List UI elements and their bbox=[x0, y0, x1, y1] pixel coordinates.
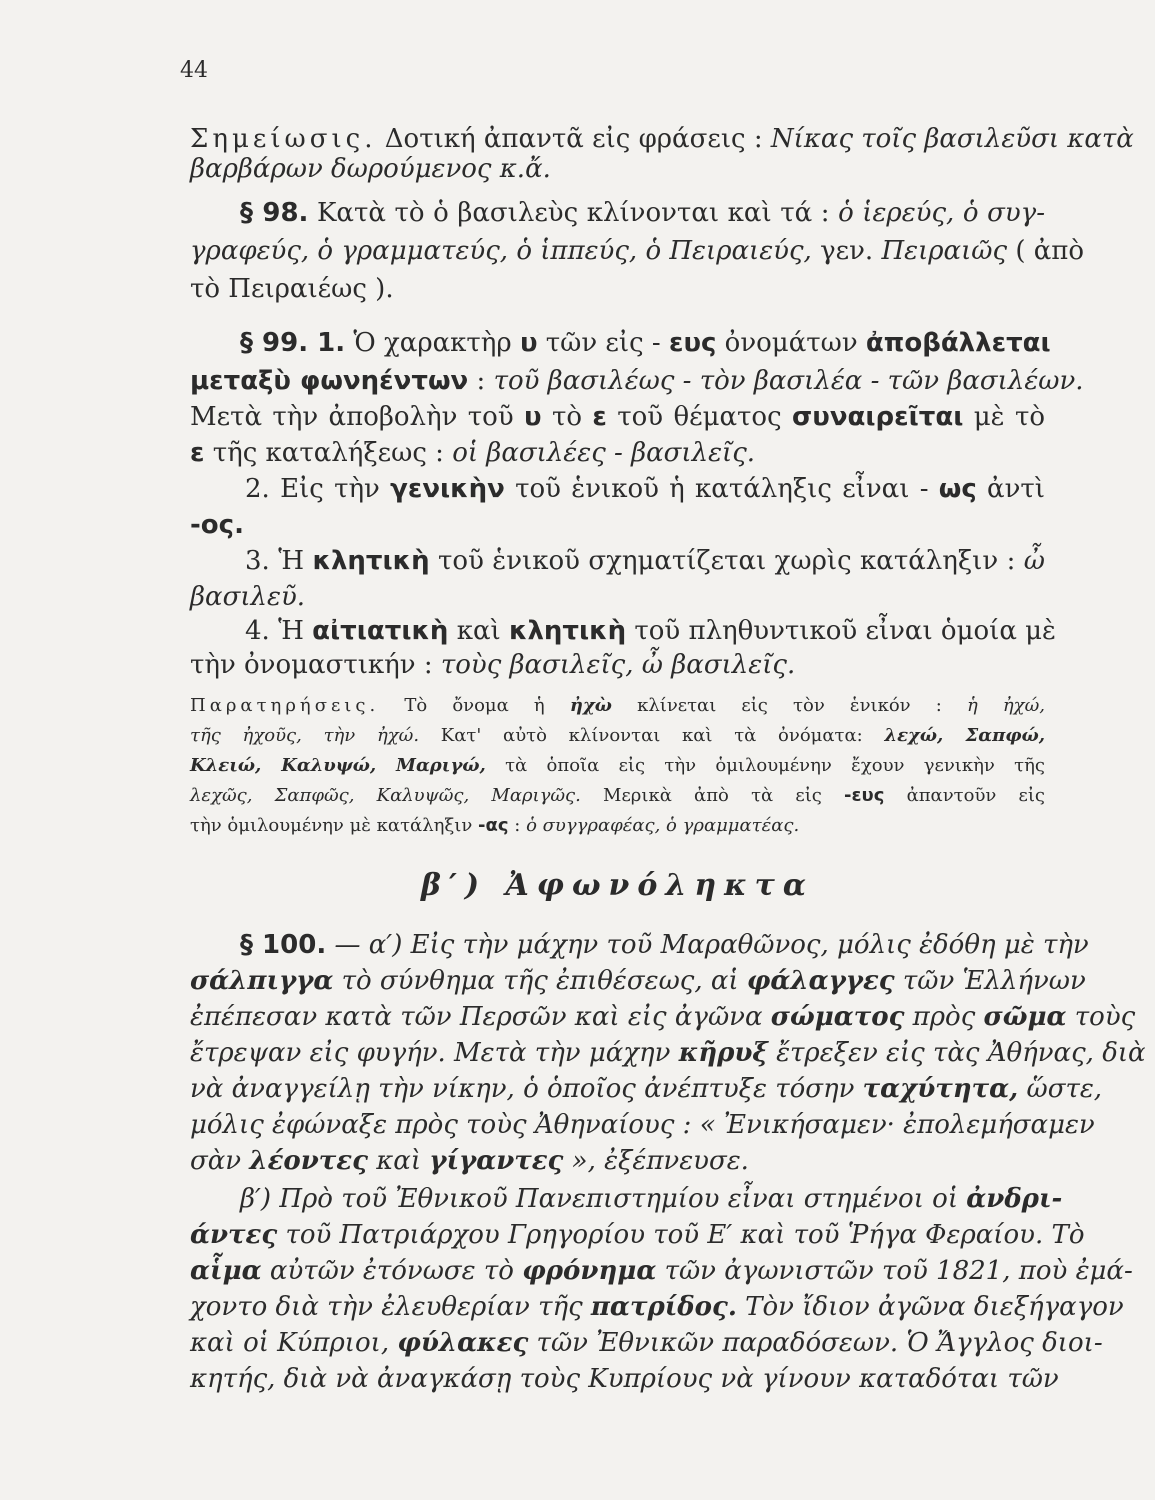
text-span: καὶ bbox=[448, 616, 509, 646]
text-span: τῶν ἀγωνιστῶν τοῦ 1821, ποὺ ἐμά- bbox=[656, 1256, 1133, 1286]
text-line bbox=[190, 964, 1086, 998]
text-span: καὶ bbox=[367, 1146, 430, 1176]
text-span: Μερικὰ ἀπὸ τὰ εἰς bbox=[580, 785, 845, 806]
text-line bbox=[190, 508, 1045, 542]
bold-term: υ bbox=[519, 328, 538, 358]
text-span: ὥστε, bbox=[1018, 1074, 1103, 1104]
section-number: § 99. 1. bbox=[240, 328, 346, 358]
text-line bbox=[190, 472, 1045, 506]
bold-term: -ος. bbox=[190, 510, 244, 540]
example-text: ὁ συγγραφέας, ὁ γραμματέας. bbox=[526, 815, 800, 836]
bold-term: -ας bbox=[478, 815, 509, 836]
bold-term: -ευς bbox=[844, 785, 885, 806]
text-line bbox=[190, 1362, 1059, 1396]
bold-term: πατρίδος. bbox=[590, 1292, 737, 1322]
text-span: μόλις ἐφώναξε πρὸς τοὺς Ἀθηναίους : « Ἐνικήσαμεν· ἐπολεμήσαμεν bbox=[190, 1110, 1095, 1140]
text-line bbox=[190, 614, 1056, 648]
bold-term: ἀνδρι- bbox=[966, 1184, 1063, 1214]
bold-term: συναιρεῖται bbox=[792, 402, 964, 432]
text-span: β′) Πρὸ τοῦ Ἐθνικοῦ Πανεπιστημίου εἶναι στημένοι οἱ bbox=[240, 1184, 967, 1214]
example-text: τῆς ἠχοῦς, τὴν ἠχώ. bbox=[190, 725, 420, 746]
text-span: : bbox=[468, 366, 494, 396]
bold-term: Κλειώ, Καλυψώ, Μαριγώ, bbox=[190, 755, 486, 776]
text-line bbox=[190, 196, 1045, 230]
text-line bbox=[190, 722, 1045, 750]
example-text: τοῦ βασιλέως - τὸν βασιλέα - τῶν βασιλέων. bbox=[493, 366, 1084, 396]
text-line bbox=[190, 234, 1085, 268]
text-line bbox=[190, 580, 1045, 614]
text-span: τοῦ ἑνικοῦ ἡ κατάληξις εἶναι - bbox=[504, 474, 939, 504]
text-span: 4. Ἡ bbox=[245, 616, 313, 646]
text-span: Κατὰ τὸ ὁ βασιλεὺς κλίνονται καὶ τά : bbox=[308, 198, 839, 228]
text-span: τῆς καταλήξεως : bbox=[204, 438, 453, 468]
text-span: τὸ bbox=[541, 402, 593, 432]
text-span: ( ἀπὸ bbox=[1007, 236, 1085, 266]
text-line bbox=[190, 1218, 1085, 1252]
example-text: βασιλεῦ. bbox=[190, 582, 306, 612]
text-span: τοῦ πληθυντικοῦ εἶναι ὁμοία μὲ bbox=[626, 616, 1056, 646]
text-span: », ἐξέπνευσε. bbox=[563, 1146, 749, 1176]
text-span: γεν. bbox=[811, 236, 882, 266]
example-text: ὦ bbox=[1023, 546, 1045, 576]
bold-term: σώματος bbox=[770, 1002, 905, 1032]
text-span: μὲ τὸ bbox=[963, 402, 1045, 432]
example-text: Πειραιῶς bbox=[881, 236, 1008, 266]
text-span: Τὸ ὄνομα ἡ bbox=[379, 695, 570, 716]
text-span: σὰν bbox=[190, 1146, 250, 1176]
text-span: τοῦ ἑνικοῦ σχηματίζεται χωρὶς κατάληξιν : bbox=[429, 546, 1024, 576]
bold-term: φρόνημα bbox=[522, 1256, 657, 1286]
bold-term: φάλαγγες bbox=[746, 966, 895, 996]
text-span: τὰ ὁποῖα εἰς τὴν ὁμιλουμένην ἔχουν γενικὴν τῆς bbox=[485, 755, 1045, 776]
text-span: κητής, διὰ νὰ ἀναγκάσῃ τοὺς Κυπρίους νὰ γίνουν καταδόται τῶν bbox=[190, 1364, 1059, 1394]
text-span: τὸ σύνθημα τῆς ἐπιθέσεως, αἱ bbox=[333, 966, 747, 996]
example-text: γραφεύς, ὁ γραμματεύς, ὁ ἱππεύς, ὁ Πειραιεύς, bbox=[190, 236, 812, 266]
bold-term: ἠχὼ bbox=[569, 695, 612, 716]
text-line bbox=[190, 326, 1051, 360]
text-line bbox=[190, 1326, 1103, 1360]
text-line bbox=[190, 782, 1045, 810]
text-line bbox=[190, 1182, 1063, 1216]
bold-term: μεταξὺ φωνηέντων bbox=[190, 366, 469, 396]
text-line bbox=[190, 1000, 1136, 1034]
text-line bbox=[190, 752, 1045, 780]
text-span: τοῦ θέματος bbox=[606, 402, 793, 432]
text-span: Ὁ χαρακτὴρ bbox=[345, 328, 520, 358]
example-text: τοὺς βασιλεῖς, ὦ βασιλεῖς. bbox=[440, 650, 796, 680]
text-span: ἔτρεξεν εἰς τὰς Ἀθήνας, διὰ bbox=[767, 1038, 1146, 1068]
text-span: Μετὰ τὴν ἀποβολὴν τοῦ bbox=[190, 402, 525, 432]
bold-term: γενικὴν bbox=[390, 474, 505, 504]
bold-term: κλητικὴ bbox=[312, 546, 430, 576]
bold-term: κῆρυξ bbox=[678, 1038, 768, 1068]
bold-term: λεχώ, Σαπφώ, bbox=[884, 725, 1045, 746]
text-span: τῶν εἰς - bbox=[537, 328, 669, 358]
note-label: Παρατηρήσεις. bbox=[190, 695, 380, 716]
example-text: ἡ ἠχώ, bbox=[966, 695, 1045, 716]
text-span: Κατ' αὐτὸ κλίνονται καὶ τὰ ὀνόματα: bbox=[419, 725, 885, 746]
text-line bbox=[190, 152, 1045, 186]
bold-term: ε bbox=[592, 402, 607, 432]
bold-term: ευς bbox=[668, 328, 717, 358]
text-span: νὰ ἀναγγείλῃ τὴν νίκην, ὁ ὁποῖος ἀνέπτυξε τόσην bbox=[190, 1074, 863, 1104]
bold-term: λέοντες bbox=[249, 1146, 368, 1176]
example-text: Νίκας τοῖς βασιλεῦσι κατὰ bbox=[770, 124, 1134, 154]
text-line bbox=[190, 122, 1134, 156]
text-span: τῶν Ἐθνικῶν παραδόσεων. Ὁ Ἄγγλος διοι- bbox=[528, 1328, 1103, 1358]
bold-term: ἀποβάλλεται bbox=[865, 328, 1051, 358]
text-line bbox=[190, 544, 1045, 578]
bold-term: ε bbox=[190, 438, 205, 468]
bold-term: γίγαντες bbox=[429, 1146, 564, 1176]
bold-term: άντες bbox=[190, 1220, 278, 1250]
text-span: Δοτική ἀπαντᾶ εἰς φράσεις : bbox=[376, 124, 771, 154]
text-span: τὴν ὀνομαστικήν : bbox=[190, 650, 441, 680]
text-span: ἐπέπεσαν κατὰ τῶν Περσῶν καὶ εἰς ἀγῶνα bbox=[190, 1002, 771, 1032]
text-span: τὸ Πειραιέως ). bbox=[190, 274, 394, 304]
text-line bbox=[190, 1036, 1146, 1070]
bold-term: ως bbox=[938, 474, 977, 504]
text-line bbox=[190, 812, 1045, 840]
bold-term: φύλακες bbox=[397, 1328, 529, 1358]
text-span: 2. Εἰς τὴν bbox=[245, 474, 391, 504]
text-span: : bbox=[508, 815, 527, 836]
text-span: ἔτρεψαν εἰς φυγήν. Μετὰ τὴν μάχην bbox=[190, 1038, 679, 1068]
section-heading: β′) Ἀφωνόληκτα bbox=[421, 868, 814, 903]
text-span: καὶ οἱ Κύπριοι, bbox=[190, 1328, 398, 1358]
text-line bbox=[190, 436, 1045, 470]
text-span: τὴν ὁμιλουμένην μὲ κατάληξιν bbox=[190, 815, 479, 836]
text-span: Τὸν ἴδιον ἀγῶνα διεξήγαγον bbox=[736, 1292, 1124, 1322]
bold-term: ταχύτητα, bbox=[862, 1074, 1019, 1104]
text-span: πρὸς bbox=[904, 1002, 984, 1032]
section-number: § 98. bbox=[240, 198, 309, 228]
text-span: χοντο διὰ τὴν ἐλευθερίαν τῆς bbox=[190, 1292, 591, 1322]
text-span: τῶν Ἑλλήνων bbox=[894, 966, 1086, 996]
text-line bbox=[190, 1254, 1133, 1288]
text-span: ἀπαντοῦν εἰς bbox=[884, 785, 1045, 806]
bold-term: σῶμα bbox=[983, 1002, 1067, 1032]
text-line bbox=[190, 1108, 1095, 1142]
example-text: βαρβάρων δωρούμενος κ.ἄ. bbox=[190, 154, 551, 184]
text-span: ἀντὶ bbox=[976, 474, 1045, 504]
text-line bbox=[190, 364, 1084, 398]
text-line bbox=[190, 1290, 1124, 1324]
bold-term: αἰτιατικὴ bbox=[312, 616, 449, 646]
text-span: κλίνεται εἰς τὸν ἑνικόν : bbox=[611, 695, 967, 716]
example-text: ὁ ἱερεύς, ὁ συγ- bbox=[838, 198, 1045, 228]
text-span: — α′) Εἰς τὴν μάχην τοῦ Μαραθῶνος, μόλις ἐδόθη μὲ τὴν bbox=[326, 930, 1089, 960]
example-text: λεχῶς, Σαπφῶς, Καλυψῶς, Μαριγῶς. bbox=[190, 785, 581, 806]
note-label: Σημείωσις. bbox=[190, 124, 377, 154]
text-span: τοῦ Πατριάρχου Γρηγορίου τοῦ Ε′ καὶ τοῦ Ῥήγα Φεραίου. Τὸ bbox=[277, 1220, 1085, 1250]
text-line bbox=[190, 928, 1089, 962]
text-span: 3. Ἡ bbox=[245, 546, 313, 576]
text-span: αὐτῶν ἐτόνωσε τὸ bbox=[261, 1256, 523, 1286]
bold-term: αἷμα bbox=[190, 1256, 262, 1286]
text-line bbox=[190, 1072, 1103, 1106]
page-number: 44 bbox=[180, 58, 208, 83]
text-line bbox=[190, 272, 1045, 306]
text-line bbox=[190, 1144, 1045, 1178]
section-number: § 100. bbox=[240, 930, 327, 960]
text-span: τοὺς bbox=[1066, 1002, 1136, 1032]
example-text: οἱ βασιλέες - βασιλεῖς. bbox=[452, 438, 756, 468]
bold-term: υ bbox=[524, 402, 542, 432]
text-line bbox=[190, 400, 1045, 434]
text-line bbox=[190, 648, 1045, 682]
bold-term: κλητικὴ bbox=[508, 616, 627, 646]
text-span: ὀνομάτων bbox=[716, 328, 866, 358]
text-line bbox=[190, 692, 1045, 720]
bold-term: σάλπιγγα bbox=[190, 966, 334, 996]
